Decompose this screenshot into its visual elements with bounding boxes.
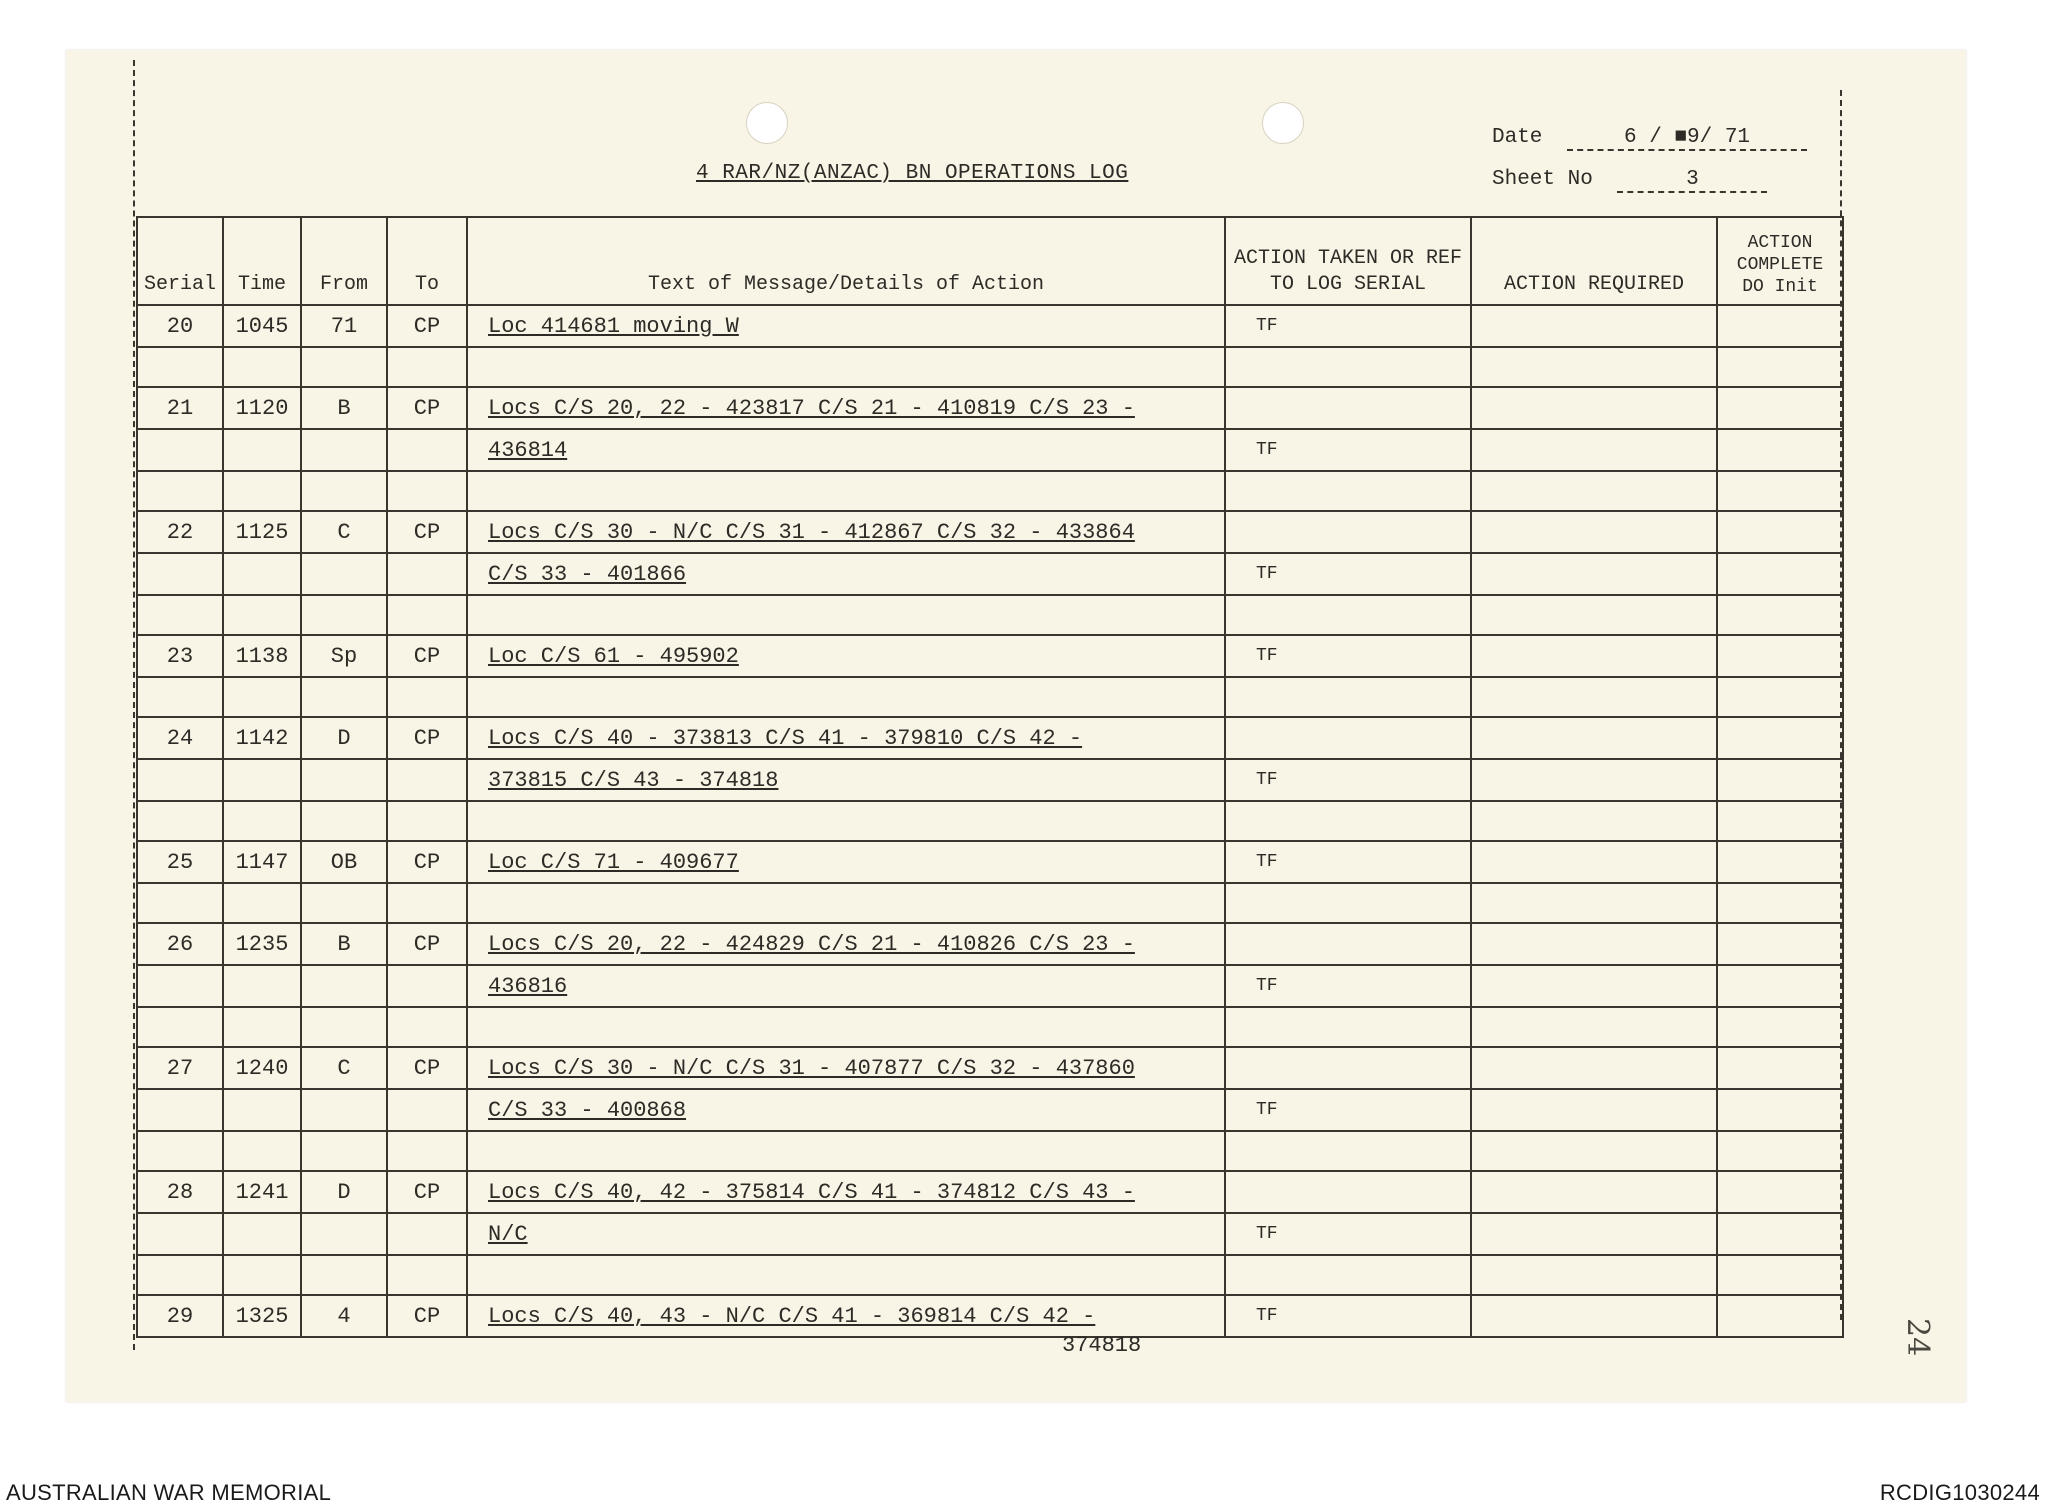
blank-cell	[137, 1255, 223, 1295]
footer-left: AUSTRALIAN WAR MEMORIAL	[6, 1480, 332, 1505]
date-label: Date	[1492, 126, 1543, 149]
time-cell: 1241	[223, 1171, 301, 1213]
from-cell	[301, 1089, 387, 1131]
time-cell: 1045	[223, 305, 301, 347]
time-cell	[223, 1213, 301, 1255]
blank-row	[137, 471, 1843, 511]
blank-cell	[467, 1255, 1225, 1295]
blank-cell	[1471, 677, 1717, 717]
action-taken-cell: TF	[1225, 305, 1471, 347]
blank-cell	[137, 1007, 223, 1047]
action-taken-cell	[1225, 717, 1471, 759]
sheet-value: 3	[1617, 168, 1767, 193]
blank-cell	[467, 801, 1225, 841]
blank-cell	[387, 347, 467, 387]
action-complete-cell	[1717, 1089, 1843, 1131]
blank-cell	[467, 1131, 1225, 1171]
blank-cell	[1717, 1255, 1843, 1295]
message-cell: Locs C/S 20, 22 - 424829 C/S 21 - 410826 C/S 23 -	[467, 923, 1225, 965]
from-cell: Sp	[301, 635, 387, 677]
action-required-cell	[1471, 1213, 1717, 1255]
table-header-row	[137, 217, 1843, 305]
blank-cell	[1717, 347, 1843, 387]
message-cell: 436814	[467, 429, 1225, 471]
table-row	[137, 717, 1843, 759]
blank-cell	[1471, 1131, 1717, 1171]
from-cell	[301, 553, 387, 595]
blank-cell	[223, 1007, 301, 1047]
action-required-cell	[1471, 1089, 1717, 1131]
message-cell: C/S 33 - 400868	[467, 1089, 1225, 1131]
action-required-cell	[1471, 841, 1717, 883]
serial-cell: 26	[137, 923, 223, 965]
to-cell: CP	[387, 511, 467, 553]
blank-cell	[387, 677, 467, 717]
from-cell: D	[301, 1171, 387, 1213]
action-required-cell	[1471, 717, 1717, 759]
message-cell: Locs C/S 20, 22 - 423817 C/S 21 - 410819 C/S 23 -	[467, 387, 1225, 429]
blank-row	[137, 1007, 1843, 1047]
blank-cell	[137, 801, 223, 841]
blank-cell	[301, 1255, 387, 1295]
punch-hole-right	[1262, 102, 1304, 144]
blank-row	[137, 1131, 1843, 1171]
serial-cell	[137, 1089, 223, 1131]
blank-cell	[1471, 347, 1717, 387]
table-row	[137, 429, 1843, 471]
to-cell: CP	[387, 841, 467, 883]
blank-cell	[223, 471, 301, 511]
serial-cell: 27	[137, 1047, 223, 1089]
action-complete-cell	[1717, 635, 1843, 677]
blank-cell	[1717, 677, 1843, 717]
col-serial: Serial	[137, 217, 223, 305]
blank-cell	[1225, 1255, 1471, 1295]
time-cell	[223, 553, 301, 595]
action-complete-cell	[1717, 923, 1843, 965]
serial-cell	[137, 759, 223, 801]
blank-cell	[1717, 595, 1843, 635]
action-complete-cell	[1717, 429, 1843, 471]
action-complete-cell	[1717, 1295, 1843, 1337]
sheet-line	[1492, 168, 1767, 193]
time-cell: 1142	[223, 717, 301, 759]
col-action-required: ACTION REQUIRED	[1471, 217, 1717, 305]
blank-cell	[301, 1131, 387, 1171]
blank-row	[137, 595, 1843, 635]
blank-cell	[387, 1255, 467, 1295]
message-cell: Loc C/S 61 - 495902	[467, 635, 1225, 677]
action-taken-cell: TF	[1225, 635, 1471, 677]
action-taken-cell: TF	[1225, 1213, 1471, 1255]
blank-cell	[467, 1007, 1225, 1047]
action-taken-cell: TF	[1225, 1089, 1471, 1131]
blank-cell	[223, 595, 301, 635]
blank-cell	[1717, 801, 1843, 841]
date-line	[1492, 126, 1807, 151]
from-cell: B	[301, 923, 387, 965]
message-cell: Locs C/S 40, 43 - N/C C/S 41 - 369814 C/S 42 -	[467, 1295, 1225, 1337]
action-required-cell	[1471, 305, 1717, 347]
table-row	[137, 841, 1843, 883]
table-row	[137, 1213, 1843, 1255]
action-complete-cell	[1717, 1171, 1843, 1213]
action-complete-cell	[1717, 965, 1843, 1007]
message-cell: C/S 33 - 401866	[467, 553, 1225, 595]
message-cell: Loc C/S 71 - 409677	[467, 841, 1225, 883]
message-cell: Locs C/S 30 - N/C C/S 31 - 412867 C/S 32 - 433864	[467, 511, 1225, 553]
blank-cell	[223, 801, 301, 841]
date-value: 6 / ■9/ 71	[1567, 126, 1807, 151]
blank-cell	[223, 883, 301, 923]
action-required-cell	[1471, 511, 1717, 553]
to-cell: CP	[387, 635, 467, 677]
from-cell: B	[301, 387, 387, 429]
blank-cell	[467, 677, 1225, 717]
log-body	[137, 305, 1843, 1337]
time-cell	[223, 1089, 301, 1131]
to-cell: CP	[387, 1047, 467, 1089]
serial-cell: 23	[137, 635, 223, 677]
blank-cell	[1225, 347, 1471, 387]
table-row	[137, 1047, 1843, 1089]
to-cell: CP	[387, 923, 467, 965]
blank-cell	[387, 471, 467, 511]
blank-row	[137, 1255, 1843, 1295]
blank-cell	[387, 595, 467, 635]
action-complete-cell	[1717, 511, 1843, 553]
col-from: From	[301, 217, 387, 305]
blank-cell	[137, 677, 223, 717]
sheet-label: Sheet No	[1492, 168, 1593, 191]
action-complete-cell	[1717, 305, 1843, 347]
blank-cell	[223, 347, 301, 387]
action-required-cell	[1471, 965, 1717, 1007]
action-required-cell	[1471, 1171, 1717, 1213]
table-row	[137, 1089, 1843, 1131]
table-row	[137, 1295, 1843, 1337]
time-cell: 1147	[223, 841, 301, 883]
time-cell: 1120	[223, 387, 301, 429]
to-cell	[387, 1213, 467, 1255]
blank-cell	[387, 883, 467, 923]
blank-cell	[387, 1007, 467, 1047]
serial-cell	[137, 1213, 223, 1255]
to-cell: CP	[387, 717, 467, 759]
to-cell	[387, 553, 467, 595]
blank-cell	[301, 677, 387, 717]
action-taken-cell: TF	[1225, 841, 1471, 883]
table-row	[137, 759, 1843, 801]
blank-cell	[1225, 677, 1471, 717]
action-required-cell	[1471, 1047, 1717, 1089]
blank-row	[137, 347, 1843, 387]
blank-row	[137, 883, 1843, 923]
to-cell	[387, 1089, 467, 1131]
action-taken-cell	[1225, 387, 1471, 429]
blank-cell	[301, 347, 387, 387]
action-taken-cell: TF	[1225, 1295, 1471, 1337]
serial-cell: 24	[137, 717, 223, 759]
table-row	[137, 305, 1843, 347]
blank-cell	[1225, 471, 1471, 511]
table-row	[137, 387, 1843, 429]
time-cell: 1325	[223, 1295, 301, 1337]
to-cell: CP	[387, 387, 467, 429]
serial-cell: 29	[137, 1295, 223, 1337]
col-to: To	[387, 217, 467, 305]
to-cell: CP	[387, 1295, 467, 1337]
serial-cell	[137, 429, 223, 471]
blank-cell	[301, 883, 387, 923]
time-cell	[223, 429, 301, 471]
to-cell	[387, 965, 467, 1007]
blank-cell	[1225, 801, 1471, 841]
blank-row	[137, 677, 1843, 717]
action-taken-cell: TF	[1225, 965, 1471, 1007]
message-cell: 373815 C/S 43 - 374818	[467, 759, 1225, 801]
from-cell: D	[301, 717, 387, 759]
time-cell: 1138	[223, 635, 301, 677]
serial-cell	[137, 965, 223, 1007]
action-complete-cell	[1717, 841, 1843, 883]
to-cell: CP	[387, 1171, 467, 1213]
action-complete-cell	[1717, 553, 1843, 595]
col-time: Time	[223, 217, 301, 305]
col-action-complete: ACTION COMPLETE DO Init	[1717, 217, 1843, 305]
blank-cell	[1471, 883, 1717, 923]
blank-cell	[301, 801, 387, 841]
table-row	[137, 511, 1843, 553]
action-taken-cell	[1225, 1047, 1471, 1089]
from-cell	[301, 1213, 387, 1255]
blank-cell	[301, 1007, 387, 1047]
from-cell	[301, 965, 387, 1007]
blank-cell	[137, 883, 223, 923]
serial-cell: 28	[137, 1171, 223, 1213]
from-cell	[301, 429, 387, 471]
serial-cell: 20	[137, 305, 223, 347]
action-complete-cell	[1717, 387, 1843, 429]
blank-cell	[387, 1131, 467, 1171]
action-complete-cell	[1717, 759, 1843, 801]
action-complete-cell	[1717, 1213, 1843, 1255]
action-taken-cell: TF	[1225, 429, 1471, 471]
blank-cell	[1225, 1007, 1471, 1047]
footer-right: RCDIG1030244	[1879, 1480, 2040, 1505]
blank-cell	[223, 1131, 301, 1171]
table-row	[137, 553, 1843, 595]
from-cell: OB	[301, 841, 387, 883]
blank-cell	[467, 471, 1225, 511]
blank-cell	[137, 1131, 223, 1171]
action-required-cell	[1471, 429, 1717, 471]
blank-cell	[1471, 1255, 1717, 1295]
message-cell: 436816	[467, 965, 1225, 1007]
left-margin-line	[133, 60, 135, 1350]
from-cell	[301, 759, 387, 801]
blank-cell	[137, 595, 223, 635]
action-taken-cell: TF	[1225, 759, 1471, 801]
blank-cell	[467, 883, 1225, 923]
serial-cell	[137, 553, 223, 595]
blank-cell	[1717, 1007, 1843, 1047]
from-cell: C	[301, 511, 387, 553]
blank-cell	[1225, 595, 1471, 635]
blank-cell	[301, 471, 387, 511]
time-cell	[223, 759, 301, 801]
blank-cell	[223, 677, 301, 717]
time-cell	[223, 965, 301, 1007]
table-row	[137, 965, 1843, 1007]
blank-cell	[1471, 801, 1717, 841]
to-cell: CP	[387, 305, 467, 347]
blank-cell	[301, 595, 387, 635]
from-cell: C	[301, 1047, 387, 1089]
message-cell: N/C	[467, 1213, 1225, 1255]
operations-log-table	[136, 216, 1844, 1338]
blank-row	[137, 801, 1843, 841]
blank-cell	[1225, 883, 1471, 923]
time-cell: 1240	[223, 1047, 301, 1089]
blank-cell	[1717, 883, 1843, 923]
punch-hole-left	[746, 102, 788, 144]
blank-cell	[1471, 1007, 1717, 1047]
action-taken-cell	[1225, 1171, 1471, 1213]
action-taken-cell	[1225, 923, 1471, 965]
serial-cell: 21	[137, 387, 223, 429]
message-cell: Locs C/S 40 - 373813 C/S 41 - 379810 C/S 42 -	[467, 717, 1225, 759]
handwritten-page-number: 24	[1900, 1318, 1935, 1357]
continuation-text: 374818	[1062, 1333, 1142, 1358]
blank-cell	[1717, 471, 1843, 511]
from-cell: 4	[301, 1295, 387, 1337]
log-title: 4 RAR/NZ(ANZAC) BN OPERATIONS LOG	[696, 162, 1129, 185]
to-cell	[387, 759, 467, 801]
time-cell: 1125	[223, 511, 301, 553]
message-cell: Locs C/S 30 - N/C C/S 31 - 407877 C/S 32 - 437860	[467, 1047, 1225, 1089]
action-required-cell	[1471, 923, 1717, 965]
from-cell: 71	[301, 305, 387, 347]
blank-cell	[1471, 471, 1717, 511]
action-required-cell	[1471, 635, 1717, 677]
blank-cell	[387, 801, 467, 841]
message-cell: Locs C/S 40, 42 - 375814 C/S 41 - 374812 C/S 43 -	[467, 1171, 1225, 1213]
table-row	[137, 635, 1843, 677]
to-cell	[387, 429, 467, 471]
time-cell: 1235	[223, 923, 301, 965]
blank-cell	[467, 347, 1225, 387]
action-required-cell	[1471, 553, 1717, 595]
action-required-cell	[1471, 387, 1717, 429]
action-complete-cell	[1717, 717, 1843, 759]
col-action-taken: ACTION TAKEN OR REF TO LOG SERIAL	[1225, 217, 1471, 305]
action-taken-cell: TF	[1225, 553, 1471, 595]
serial-cell: 22	[137, 511, 223, 553]
blank-cell	[1225, 1131, 1471, 1171]
action-required-cell	[1471, 759, 1717, 801]
col-text: Text of Message/Details of Action	[467, 217, 1225, 305]
blank-cell	[137, 471, 223, 511]
blank-cell	[1717, 1131, 1843, 1171]
blank-cell	[467, 595, 1225, 635]
action-complete-cell	[1717, 1047, 1843, 1089]
blank-cell	[137, 347, 223, 387]
action-required-cell	[1471, 1295, 1717, 1337]
serial-cell: 25	[137, 841, 223, 883]
table-row	[137, 1171, 1843, 1213]
table-row	[137, 923, 1843, 965]
action-taken-cell	[1225, 511, 1471, 553]
blank-cell	[223, 1255, 301, 1295]
message-cell: Loc 414681 moving W	[467, 305, 1225, 347]
blank-cell	[1471, 595, 1717, 635]
